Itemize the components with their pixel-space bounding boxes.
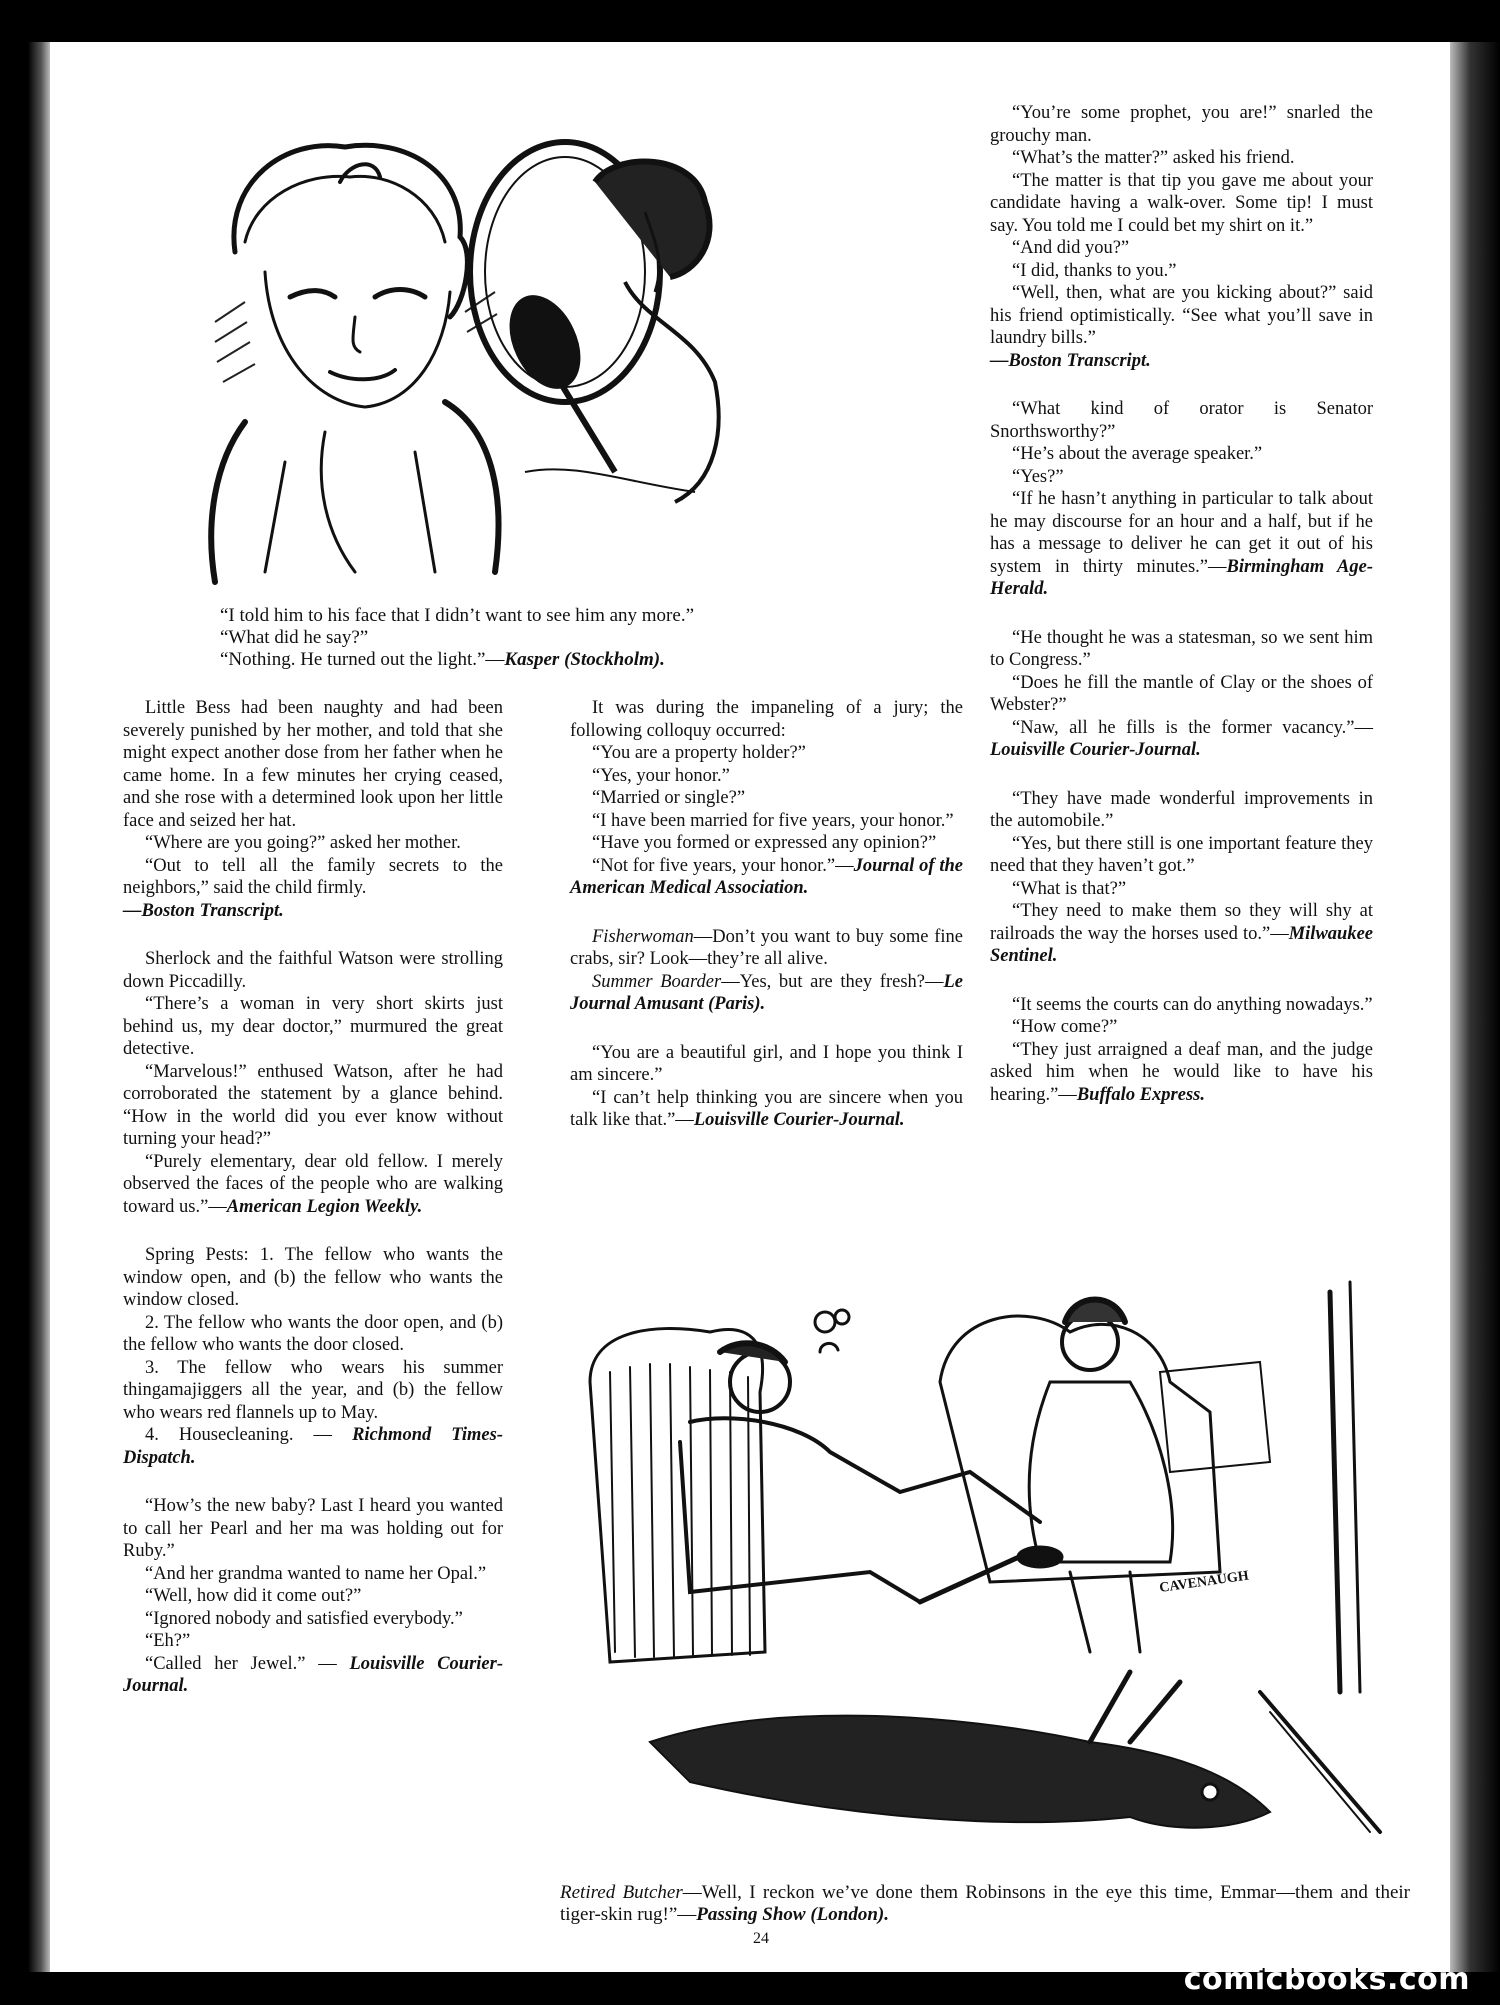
pests-p1: Spring Pests: 1. The fellow who wants the window open, and (b) the fellow who wants the window closed.	[123, 1245, 503, 1310]
baby-p6: “Called her Jewel.” — Louisville Courier-Journal.	[123, 1653, 503, 1696]
top-caption	[220, 605, 740, 671]
page-edge-shadow	[1450, 42, 1500, 1972]
statesman-p2: “Does he fill the mantle of Clay or the shoes of Webster?”	[990, 672, 1373, 715]
prophet-p5: “I did, thanks to you.”	[1012, 260, 1177, 281]
orator-p2: “He’s about the average speaker.”	[1012, 444, 1263, 464]
bottom-caption-text: —Well, I reckon we’ve done them Robinsons in the eye this time, Emmar—them and their tiger-skin rug!”—	[560, 1882, 1410, 1925]
bess-source: —Boston Transcript.	[123, 900, 284, 921]
prophet-source: —Boston Transcript.	[990, 350, 1151, 371]
girl-p2: “I can’t help thinking you are sincere when you talk like that.”—Louisville Courier-Journal.	[570, 1087, 963, 1130]
jury-p1: It was during the impaneling of a jury; the following colloquy occurred:	[570, 698, 963, 741]
prophet-p6: “Well, then, what are you kicking about?” said his friend optimistically. “See what you’ll save in laundry bills.”	[990, 283, 1373, 348]
prophet-p3: “The matter is that tip you gave me about your candidate having a walk-over. Some tip! I must say. You told me I could bet my shirt on it.”	[990, 170, 1373, 236]
woman-and-couple-drawing	[175, 102, 725, 602]
courts-p2: “How come?”	[1012, 1017, 1118, 1037]
crabs-p2: Summer Boarder—Yes, but are they fresh?—Le Journal Amusant (Paris).	[570, 971, 963, 1014]
auto-p3: “What is that?”	[1012, 878, 1127, 899]
column-2	[570, 697, 963, 1132]
svg-text:CAVENAUGH: CAVENAUGH	[1158, 1568, 1250, 1596]
sherlock-p1: Sherlock and the faithful Watson were strolling down Piccadilly.	[123, 949, 503, 992]
orator-p4: “If he hasn’t anything in particular to talk about he may discourse for an hour and a half, but if he has a message to deliver he can get it out of his system in thirty minutes.”—Birmingham Age-Herald.	[990, 489, 1374, 599]
auto-p1: “They have made wonderful improvements in the automobile.”	[990, 788, 1373, 831]
baby-p3: “Well, how did it come out?”	[145, 1586, 362, 1606]
auto-p2: “Yes, but there still is one important feature they need that they haven’t got.”	[990, 833, 1373, 876]
magazine-page	[50, 42, 1450, 1972]
jury-p5: “I have been married for five years, your honor.”	[592, 810, 954, 831]
bottom-caption-speaker: Retired Butcher	[560, 1882, 683, 1903]
jury-p4: “Married or single?”	[592, 788, 746, 808]
bess-p2: “Where are you going?” asked her mother.	[145, 833, 461, 853]
book-spine-shadow	[28, 42, 50, 1972]
pests-p3: 3. The fellow who wears his summer thingamajiggers all the year, and (b) the fellow who wears red flannels up to May.	[123, 1357, 503, 1423]
baby-p1: “How’s the new baby? Last I heard you wanted to call her Pearl and her ma was holding out for Ruby.”	[123, 1496, 503, 1561]
column-1	[123, 697, 503, 1698]
statesman-p3: “Naw, all he fills is the former vacancy.”—Louisville Courier-Journal.	[990, 717, 1373, 760]
page-number: 24	[753, 1930, 769, 1947]
courts-p1: “It seems the courts can do anything nowadays.”	[1012, 994, 1373, 1015]
baby-p4: “Ignored nobody and satisfied everybody.”	[145, 1608, 463, 1629]
butcher-armchair-drawing	[570, 1272, 1390, 1872]
jury-p3: “Yes, your honor.”	[592, 765, 730, 786]
girl-p1: “You are a beautiful girl, and I hope you think I am sincere.”	[570, 1042, 963, 1085]
bottom-caption-source: Passing Show (London).	[696, 1904, 889, 1925]
bess-p1: Little Bess had been naughty and had been severely punished by her mother, and told that she might expect another dose from her father when he came home. In a few minutes her crying ceased, and she rose with a determined look upon her little face and seized her hat.	[123, 698, 503, 831]
sherlock-p4: “Purely elementary, dear old fellow. I merely observed the faces of the people who are walking toward us.”—American Legion Weekly.	[123, 1151, 503, 1217]
pests-p4: 4. Housecleaning. — Richmond Times-Dispatch.	[123, 1425, 503, 1468]
sherlock-p2: “There’s a woman in very short skirts just behind us, my dear doctor,” murmured the great detective.	[123, 994, 503, 1059]
courts-p3: “They just arraigned a deaf man, and the judge asked him when he would like to have his hearing.”—Buffalo Express.	[990, 1039, 1373, 1105]
watermark: comicbooks.com	[1183, 1962, 1470, 1997]
crabs-p1: Fisherwoman—Don’t you want to buy some fine crabs, sir? Look—they’re all alive.	[570, 926, 963, 969]
pests-p2: 2. The fellow who wants the door open, and (b) the fellow who wants the door closed.	[123, 1312, 503, 1355]
jury-p6: “Have you formed or expressed any opinion?”	[592, 833, 937, 853]
jury-p7: “Not for five years, your honor.”—Journal of the American Medical Association.	[570, 855, 964, 898]
bottom-cartoon	[570, 1272, 1390, 1872]
prophet-p1: “You’re some prophet, you are!” snarled the grouchy man.	[990, 103, 1373, 146]
auto-p4: “They need to make them so they will shy at railroads the way the horses used to.”—Milwaukee Sentinel.	[990, 901, 1373, 966]
baby-p2: “And her grandma wanted to name her Opal.”	[145, 1563, 487, 1584]
top-caption-line2: “What did he say?”	[220, 627, 369, 648]
top-caption-line1: “I told him to his face that I didn’t want to see him any more.”	[220, 605, 694, 626]
orator-p3: “Yes?”	[1012, 466, 1064, 487]
statesman-p1: “He thought he was a statesman, so we sent him to Congress.”	[990, 627, 1373, 670]
sherlock-p3: “Marvelous!” enthused Watson, after he had corroborated the statement by a glance behind. “How in the world did you ever know without turning your head?”	[123, 1061, 503, 1149]
prophet-p2: “What’s the matter?” asked his friend.	[1012, 148, 1295, 168]
top-illustration	[175, 102, 725, 602]
bess-p3: “Out to tell all the family secrets to the neighbors,” said the child firmly.	[123, 855, 503, 898]
column-3	[990, 102, 1373, 1106]
top-caption-line3: “Nothing. He turned out the light.”—Kasper (Stockholm).	[220, 649, 665, 670]
orator-p1: “What kind of orator is Senator Snorthsworthy?”	[990, 399, 1373, 442]
jury-p2: “You are a property holder?”	[592, 743, 806, 763]
bottom-caption	[560, 1882, 1410, 1926]
baby-p5: “Eh?”	[145, 1631, 191, 1651]
prophet-p4: “And did you?”	[1012, 238, 1130, 258]
